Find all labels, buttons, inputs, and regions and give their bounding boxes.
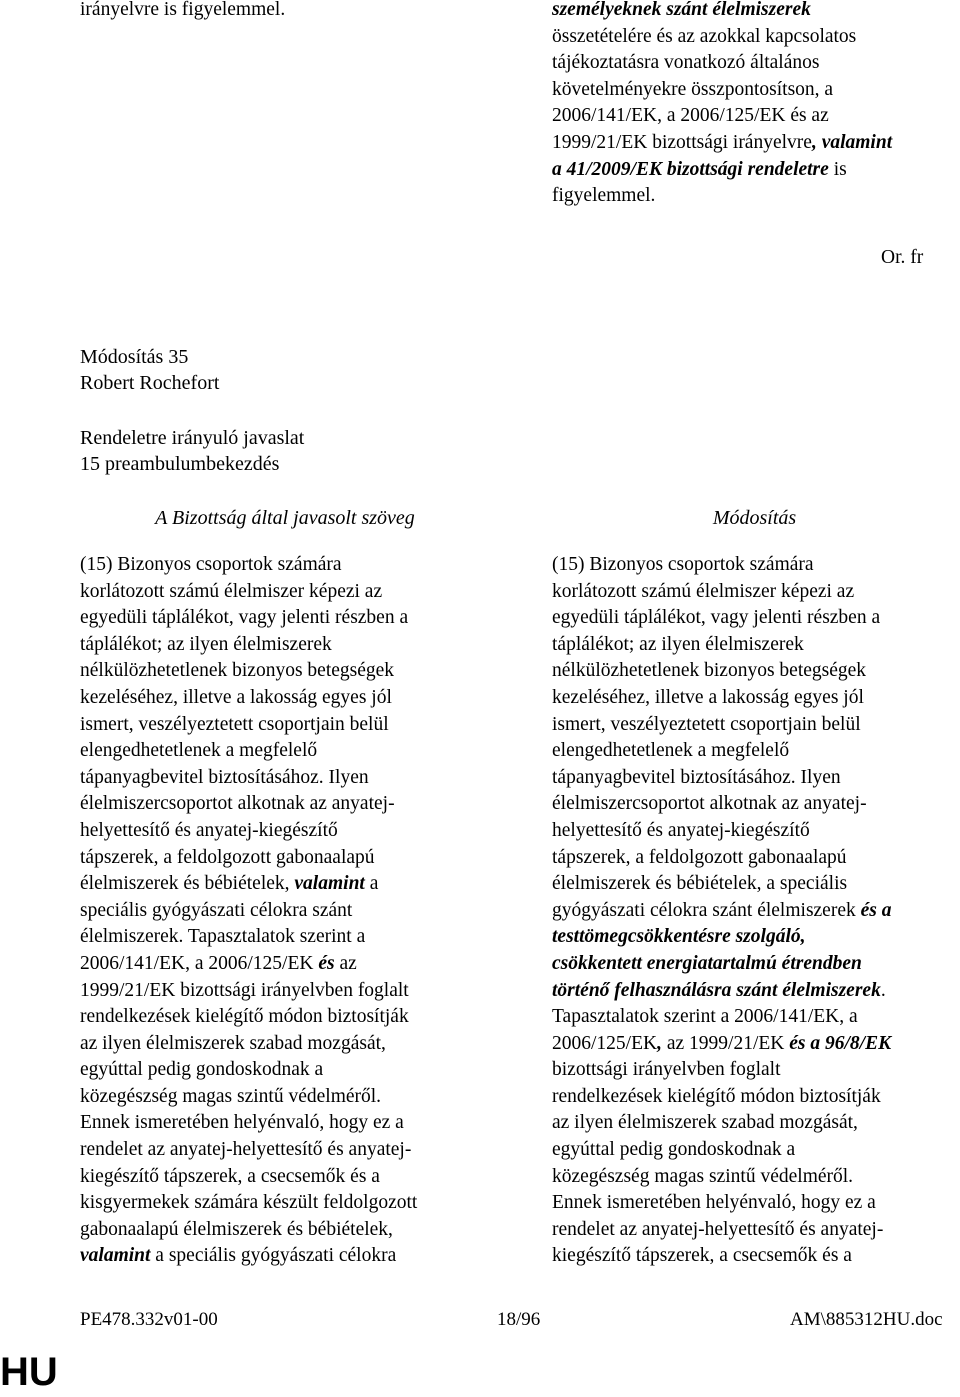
amendment-number: Módosítás 35 [80, 346, 189, 368]
text-line: speciális gyógyászati célokra szánt [80, 899, 353, 921]
text-line: az ilyen élelmiszerek szabad mozgását, [552, 1112, 858, 1134]
text-line: valamint a speciális gyógyászati célokra [80, 1245, 397, 1267]
text-line: gabonaalapú élelmiszerek és bébiételek, [80, 1218, 393, 1240]
text-line: nélkülözhetetlenek bizonyos betegségek [80, 660, 395, 682]
text-line: rendelet az anyatej-helyettesítő és anyatej- [552, 1218, 884, 1240]
text-line: tájékoztatásra vonatkozó általános [552, 52, 820, 74]
text-line: 1999/21/EK bizottsági irányelvben foglalt [80, 979, 409, 1001]
text-line: rendelet az anyatej-helyettesítő és anyatej- [80, 1139, 412, 1161]
footer-file-name: AM\885312HU.doc [790, 1309, 943, 1330]
amendment-header [80, 344, 219, 396]
footer-doc-reference: PE478.332v01-00 [80, 1309, 218, 1330]
text-line: követelményekre összpontosítson, a [552, 78, 834, 100]
text-line: élelmiszerek és bébiételek, valamint a [80, 873, 379, 895]
text-line: egyúttal pedig gondoskodnak a [80, 1059, 324, 1081]
top-left-text [80, 0, 285, 24]
text-line: ismert, veszélyeztetett csoportjain belül [80, 713, 389, 735]
text-line: egyedüli táplálékot, vagy jelenti részben a [80, 607, 409, 629]
text-line: rendelkezések kielégítő módon biztosítják [552, 1085, 881, 1107]
text-line: közegészség magas szintű védelméről. [80, 1085, 382, 1107]
text-line: táplálékot; az ilyen élelmiszerek [552, 633, 804, 655]
text-line: táplálékot; az ilyen élelmiszerek [80, 633, 332, 655]
text-line: bizottsági irányelvben foglalt [552, 1059, 781, 1081]
text-line: (15) Bizonyos csoportok számára [80, 554, 342, 575]
text-line: tápszerek, a feldolgozott gabonaalapú [552, 846, 847, 868]
text-line: 2006/125/EK, az 1999/21/EK és a 96/8/EK [552, 1032, 892, 1054]
text-line: korlátozott számú élelmiszer képezi az [552, 580, 855, 602]
text-line: 2006/141/EK, a 2006/125/EK és az [552, 105, 829, 127]
text-line: élelmiszerek. Tapasztalatok szerint a [80, 926, 366, 948]
text-line: az ilyen élelmiszerek szabad mozgását, [80, 1032, 386, 1054]
text-line: élelmiszercsoportot alkotnak az anyatej- [80, 793, 395, 815]
right-column-header: Módosítás [712, 507, 797, 529]
text-line: 1999/21/EK bizottsági irányelvre, valamint [552, 131, 893, 153]
text-line: Ennek ismeretében helyénvaló, hogy ez a [80, 1112, 404, 1134]
text-line: elengedhetetlenek a megfelelő [552, 740, 790, 762]
left-column-text [80, 552, 490, 1270]
text-line: egyedüli táplálékot, vagy jelenti részben a [552, 607, 881, 629]
text-line: élelmiszercsoportot alkotnak az anyatej- [552, 793, 867, 815]
text-line: kezeléséhez, illetve a lakosság egyes jól [80, 686, 392, 708]
text-line: gyógyászati célokra szánt élelmiszerek és a [552, 899, 892, 921]
text-line: a 41/2009/EK bizottsági rendeletre is [552, 158, 847, 180]
text-line: nélkülözhetetlenek bizonyos betegségek [552, 660, 867, 682]
text-line: ismert, veszélyeztetett csoportjain belül [552, 713, 861, 735]
proposal-title: Rendeletre irányuló javaslat [80, 427, 305, 449]
text-line: korlátozott számú élelmiszer képezi az [80, 580, 383, 602]
text-line: csökkentett energiatartalmú étrendben [552, 952, 862, 974]
recital-reference: 15 preambulumbekezdés [80, 453, 280, 475]
text-line: történő felhasználásra szánt élelmiszerek. [552, 979, 886, 1001]
text-line: helyettesítő és anyatej-kiegészítő [80, 819, 338, 841]
top-left-line: irányelvre is figyelemmel. [80, 0, 286, 20]
text-line: tápanyagbevitel biztosításához. Ilyen [552, 766, 841, 788]
text-line: figyelemmel. [552, 185, 656, 207]
text-line: tápszerek, a feldolgozott gabonaalapú [80, 846, 375, 868]
text-line: élelmiszerek és bébiételek, a speciális [552, 873, 848, 895]
text-line: tápanyagbevitel biztosításához. Ilyen [80, 766, 369, 788]
text-line: kiegészítő tápszerek, a csecsemők és a [80, 1165, 380, 1187]
right-column-text [552, 552, 960, 1270]
footer-language-code: HU [0, 1350, 58, 1394]
text-line: egyúttal pedig gondoskodnak a [552, 1139, 796, 1161]
text-line: kezeléséhez, illetve a lakosság egyes jól [552, 686, 864, 708]
text-line: összetételére és az azokkal kapcsolatos [552, 25, 857, 47]
text-line: 2006/141/EK, a 2006/125/EK és az [80, 952, 357, 974]
amendment-author: Robert Rochefort [80, 372, 220, 394]
text-line: testtömegcsökkentésre szolgáló, [552, 926, 806, 948]
text-line: elengedhetetlenek a megfelelő [80, 740, 318, 762]
text-line: rendelkezések kielégítő módon biztosítják [80, 1006, 409, 1028]
top-right-text [552, 0, 960, 210]
text-line: kiegészítő tápszerek, a csecsemők és a [552, 1245, 852, 1267]
origin-language: Or. fr [881, 247, 924, 268]
text-line: Ennek ismeretében helyénvaló, hogy ez a [552, 1192, 876, 1214]
proposal-header [80, 425, 304, 477]
left-column-header: A Bizottság által javasolt szöveg [155, 507, 415, 529]
text-line: Tapasztalatok szerint a 2006/141/EK, a [552, 1006, 858, 1028]
text-line: személyeknek szánt élelmiszerek [552, 0, 811, 20]
text-line: kisgyermekek számára készült feldolgozott [80, 1192, 418, 1214]
text-line: helyettesítő és anyatej-kiegészítő [552, 819, 810, 841]
text-line: (15) Bizonyos csoportok számára [552, 554, 814, 575]
footer-page-number: 18/96 [497, 1309, 541, 1330]
text-line: közegészség magas szintű védelméről. [552, 1165, 854, 1187]
